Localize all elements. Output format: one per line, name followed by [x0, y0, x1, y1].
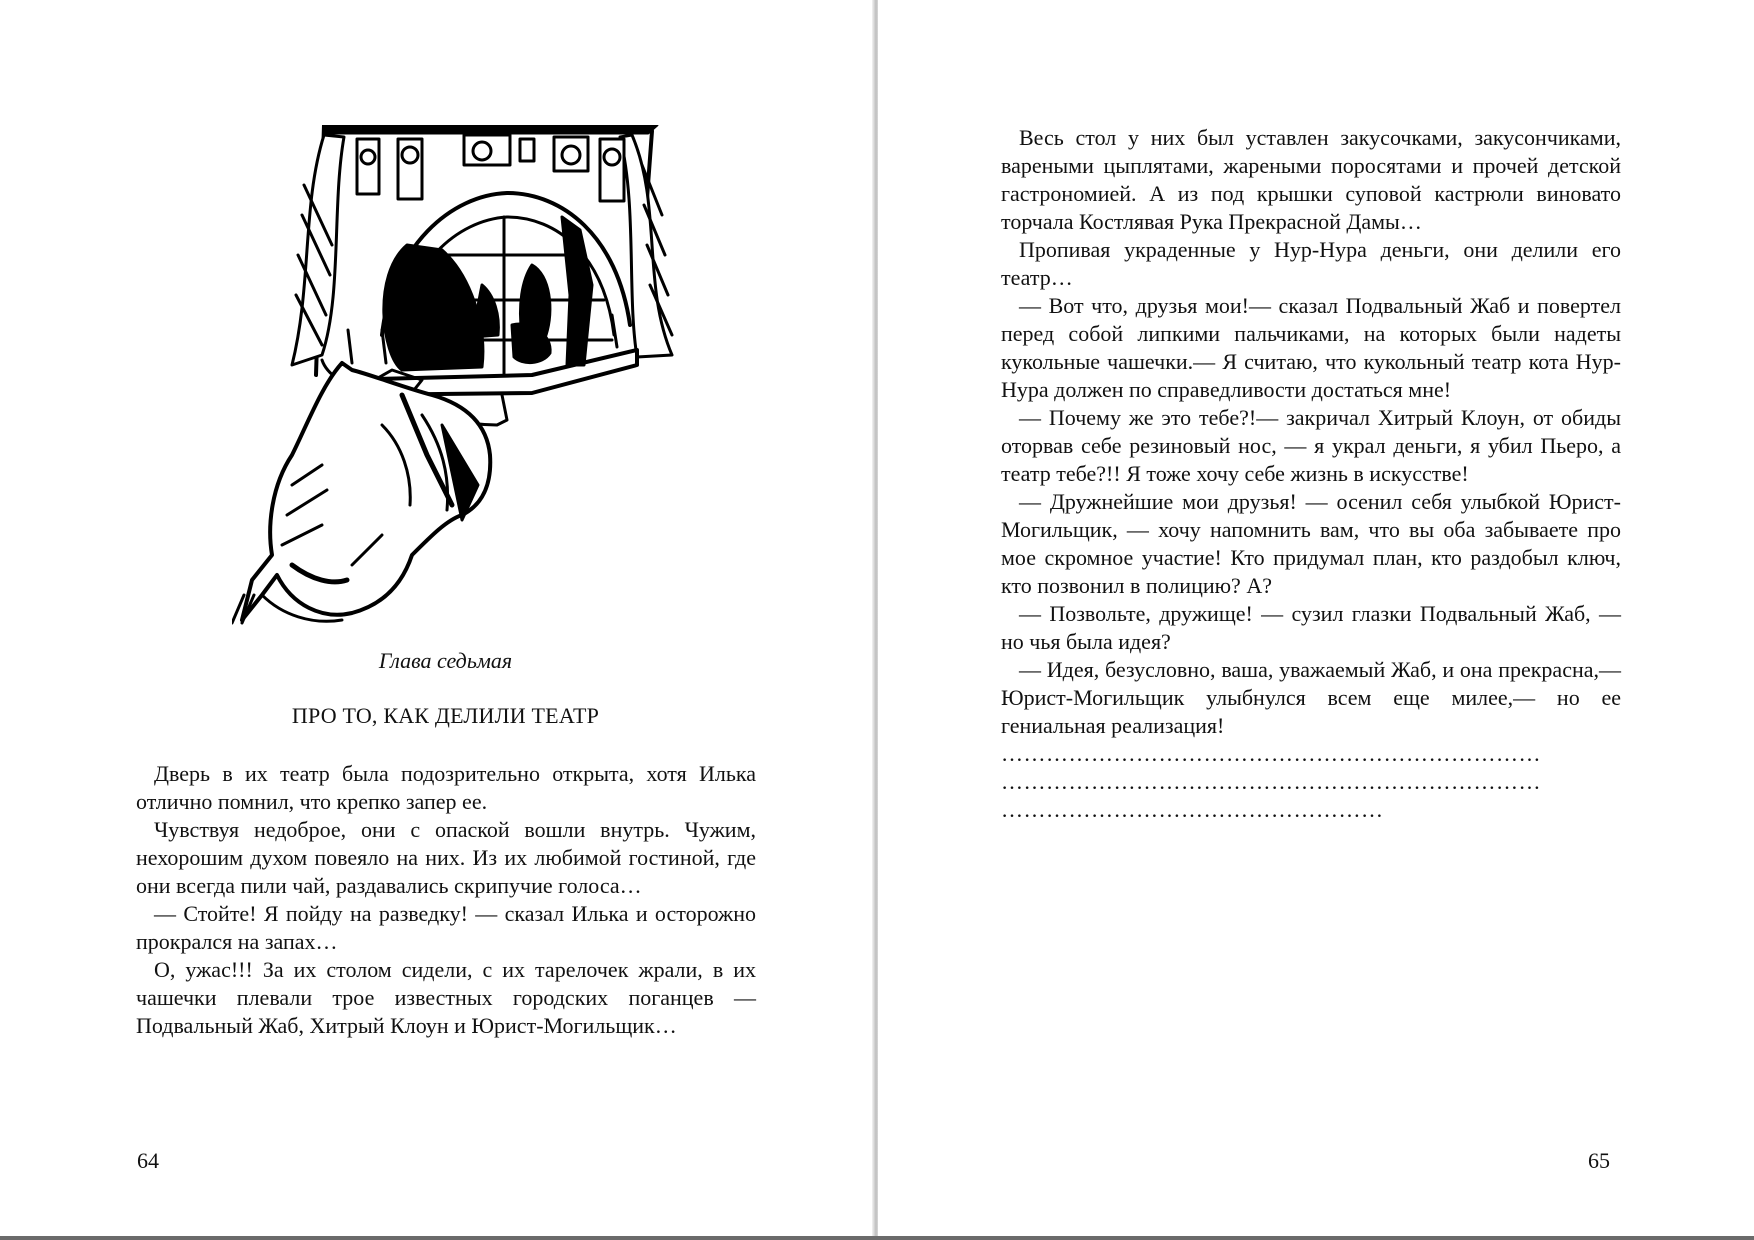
page-number: 64 [137, 1148, 159, 1173]
paragraph: Весь стол у них был уставлен закусочками, закусончиками, вареными цыплятами, жареными поросятами и прочей детской гастрономией. А из под крышки суповой кастрюли виновато торчала Костлявая Рука Прекрасной Дамы… [1001, 125, 1621, 234]
paragraph: Дверь в их театр была подозрительно открыта, хотя Илька отлично помнил, что крепко запер ее. [136, 761, 756, 814]
paragraph: — Позвольте, дружище! — сузил глазки Подвальный Жаб, — но чья была идея? [1001, 601, 1621, 654]
paragraph: — Стойте! Я пойду на разведку! — сказал Илька и осторожно прокрался на запах… [136, 901, 756, 954]
illustration-theatre-window [232, 125, 744, 625]
ellipsis-line: ……………………………………………………………… [1001, 741, 1541, 766]
ellipsis-line: ……………………………………………………………… [1001, 769, 1541, 794]
paragraph: Пропивая украденные у Нур-Нура деньги, они делили его театр… [1001, 237, 1621, 290]
paragraph: — Дружнейшие мои друзья! — осенил себя улыбкой Юрист-Могильщик, — хочу напомнить вам, что вы оба забываете про мое скромное участие! Кто придумал план, кто раздобыл ключ, кто позвонил в полицию? А? [1001, 489, 1621, 598]
ellipsis-line: …………………………………………… [1001, 797, 1384, 822]
paragraph: — Вот что, друзья мои!— сказал Подвальный Жаб и повертел перед собой липкими пальчиками, на которых были надеты кукольные чашечки.— Я считаю, что кукольный театр кота Нур-Нура должен по справедливости достаться мне! [1001, 293, 1621, 402]
paragraph: Чувствуя недоброе, они с опаской вошли внутрь. Чужим, нехорошим духом повеяло на них. Из их любимой гостиной, где они всегда пили чай, раздавались скрипучие голоса… [136, 817, 756, 898]
paragraph: — Почему же это тебе?!— закричал Хитрый Клоун, от обиды оторвав себе резиновый нос, — я украл деньги, я убил Пьеро, а театр тебе?!! Я тоже хочу себе жизнь в искусстве! [1001, 405, 1621, 486]
page-bottom-edge [0, 1236, 1754, 1240]
left-page-text [136, 760, 756, 1040]
right-page-text [1001, 124, 1621, 824]
chapter-label: Глава седьмая [378, 648, 513, 673]
paragraph: О, ужас!!! За их столом сидели, с их тарелочек жрали, в их чашечки плевали трое известных городских поганцев — Подвальный Жаб, Хитрый Клоун и Юрист-Могильщик… [136, 957, 756, 1038]
page-number: 65 [1588, 1148, 1610, 1173]
right-page [878, 0, 1754, 1240]
chapter-title: ПРО ТО, КАК ДЕЛИЛИ ТЕАТР [291, 703, 600, 728]
paragraph: — Идея, безусловно, ваша, уважаемый Жаб, и она прекрасна,— Юрист-Могильщик улыбнулся всем еще милее,— но ее гениальная реализация! [1001, 657, 1621, 738]
